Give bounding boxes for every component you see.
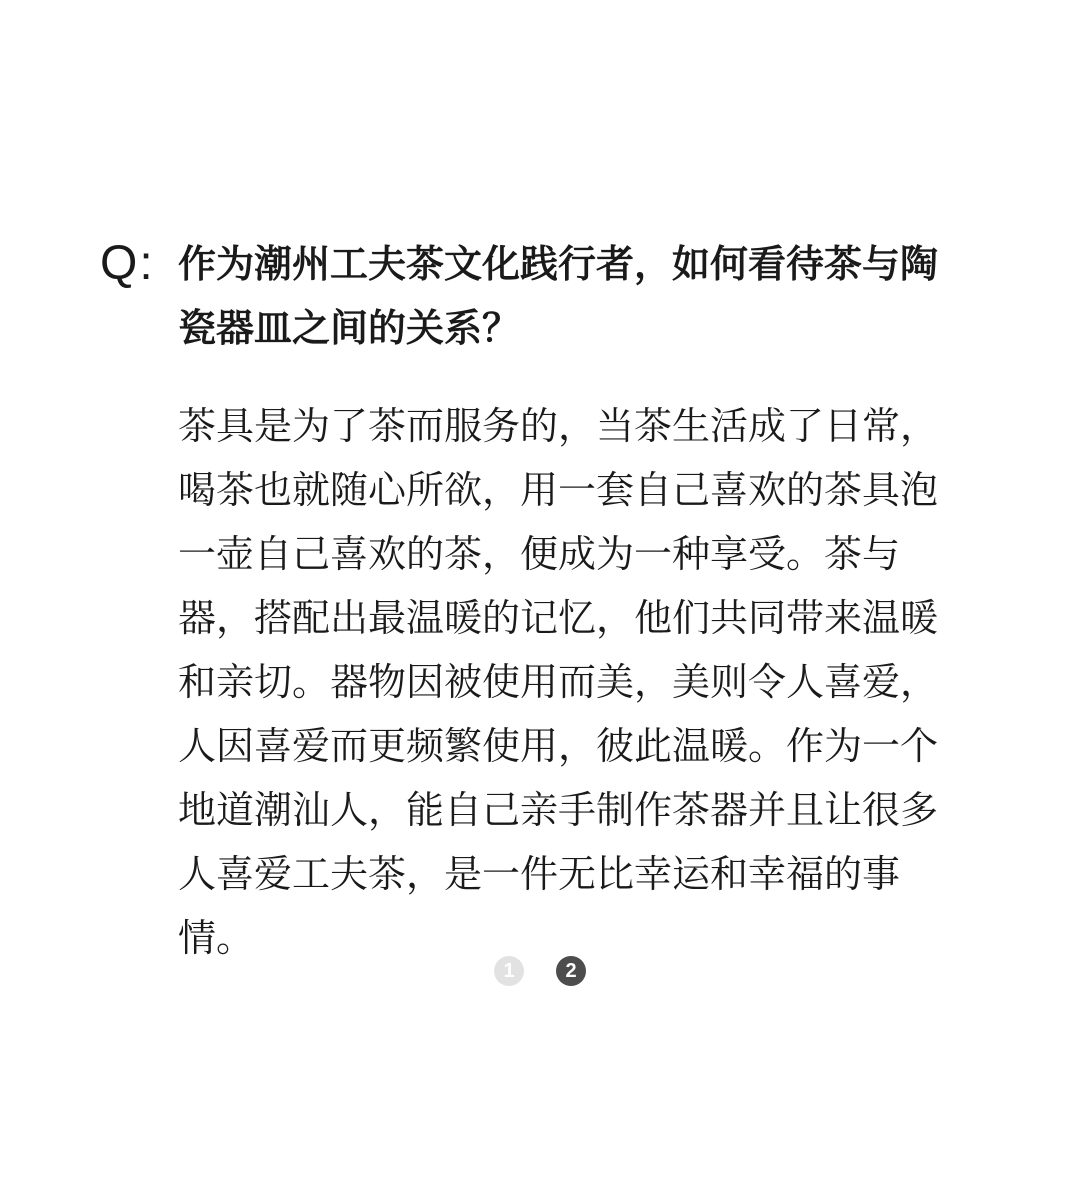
qa-block	[100, 232, 980, 970]
answer-paragraph: 茶具是为了茶而服务的，当茶生活成了日常，喝茶也就随心所欲，用一套自己喜欢的茶具泡一壶自己喜欢的茶，便成为一种享受。茶与器，搭配出最温暖的记忆，他们共同带来温暖和亲切。器物因被使用而美，美则令人喜爱，人因喜爱而更频繁使用，彼此温暖。作为一个地道潮汕人，能自己亲手制作茶器并且让很多人喜爱工夫茶，是一件无比幸运和幸福的事情。	[178, 404, 939, 960]
page-indicator-2[interactable]: 2	[556, 956, 586, 986]
question-marker: Q:	[100, 237, 155, 290]
page-indicator-1[interactable]: 1	[494, 956, 524, 986]
question-text: 作为潮州工夫茶文化践行者，如何看待茶与陶瓷器皿之间的关系？	[178, 242, 939, 350]
question-row	[100, 232, 980, 360]
pagination	[0, 956, 1080, 986]
